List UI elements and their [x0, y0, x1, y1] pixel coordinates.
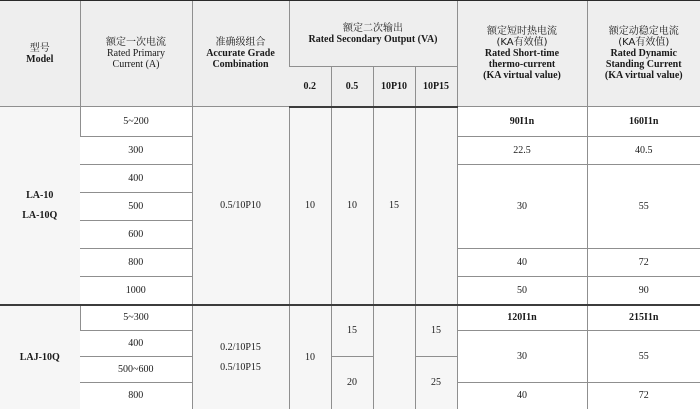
output-10p15-value [415, 107, 457, 305]
dynamic-value: 160I1n [587, 107, 700, 137]
header-model: 型号 Model [0, 1, 80, 107]
current-value: 800 [80, 383, 192, 409]
header-output-0-2: 0.2 [289, 67, 331, 107]
thermal-value: 50 [457, 277, 587, 305]
grade-value: 0.2/10P15 0.5/10P15 [192, 305, 289, 409]
output-0-2-value: 10 [289, 305, 331, 409]
dynamic-value: 55 [587, 165, 700, 249]
output-10p10-value [373, 305, 415, 409]
header-dynamic-current: 额定动稳定电流 (KA有效值) Rated Dynamic Standing Current (KA virtual value) [587, 1, 700, 107]
thermal-value: 30 [457, 165, 587, 249]
output-0-5-value: 10 [331, 107, 373, 305]
thermal-value: 22.5 [457, 137, 587, 165]
current-value: 600 [80, 221, 192, 249]
current-value: 5~300 [80, 305, 192, 331]
header-secondary-output: 额定二次输出 Rated Secondary Output (VA) [289, 1, 457, 67]
thermal-value: 30 [457, 331, 587, 383]
output-0-5-value: 20 [331, 357, 373, 409]
current-value: 1000 [80, 277, 192, 305]
output-10p15-value: 25 [415, 357, 457, 409]
dynamic-value: 55 [587, 331, 700, 383]
grade-value: 0.5/10P10 [192, 107, 289, 305]
current-value: 800 [80, 249, 192, 277]
header-output-10p10: 10P10 [373, 67, 415, 107]
dynamic-value: 90 [587, 277, 700, 305]
current-value: 500~600 [80, 357, 192, 383]
current-value: 400 [80, 165, 192, 193]
model-la-10: LA-10 LA-10Q [0, 107, 80, 305]
current-value: 500 [80, 193, 192, 221]
output-0-5-value: 15 [331, 305, 373, 357]
dynamic-value: 40.5 [587, 137, 700, 165]
current-value: 5~200 [80, 107, 192, 137]
output-10p10-value: 15 [373, 107, 415, 305]
thermal-value: 90I1n [457, 107, 587, 137]
dynamic-value: 72 [587, 249, 700, 277]
thermal-value: 40 [457, 249, 587, 277]
thermal-value: 40 [457, 383, 587, 409]
dynamic-value: 72 [587, 383, 700, 409]
output-0-2-value: 10 [289, 107, 331, 305]
dynamic-value: 215I1n [587, 305, 700, 331]
header-primary-current: 额定一次电流 Rated Primary Current (A) [80, 1, 192, 107]
output-10p15-value: 15 [415, 305, 457, 357]
current-value: 400 [80, 331, 192, 357]
header-output-0-5: 0.5 [331, 67, 373, 107]
current-value: 300 [80, 137, 192, 165]
header-grade: 准确级组合 Accurate Grade Combination [192, 1, 289, 107]
header-thermal-current: 额定短时热电流 (KA有效值) Rated Short-time thermo-current (KA virtual value) [457, 1, 587, 107]
model-laj-10q: LAJ-10Q [0, 305, 80, 409]
thermal-value: 120I1n [457, 305, 587, 331]
header-output-10p15: 10P15 [415, 67, 457, 107]
